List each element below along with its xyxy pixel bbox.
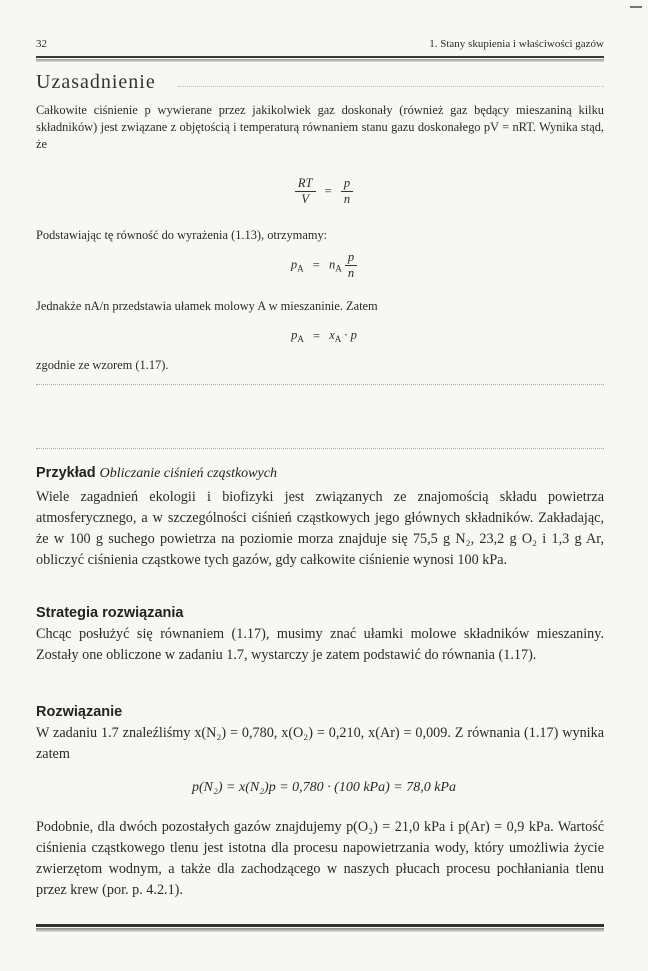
header-rule	[36, 56, 604, 58]
example-heading	[36, 465, 277, 482]
header-rule-shade	[36, 59, 604, 62]
footer-rule	[36, 924, 604, 927]
section-title-dots	[178, 86, 604, 87]
strategy-text: Chcąc posłużyć się równaniem (1.17), musimy znać ułamki molowe składników mieszaniny. Zostały one obliczone w zadaniu 1.7, wystarczy je zatem podstawić do równania (1.17).	[36, 626, 604, 663]
equation-rt-over-v	[0, 176, 648, 207]
footer-rule-shade	[36, 928, 604, 932]
equals-sign: =	[312, 258, 320, 272]
equals-sign: =	[324, 184, 332, 198]
eq-lhs: p	[291, 328, 298, 342]
eq-lhs-subscript: A	[297, 263, 304, 274]
equation-partial-pressure	[0, 250, 648, 281]
strategy-heading: Strategia rozwiązania	[36, 605, 184, 621]
substitution-text: Podstawiając tę równość do wyrażenia (1.13), otrzymamy:	[36, 228, 328, 242]
equation-mole-fraction	[0, 328, 648, 344]
page-number: 32	[36, 38, 47, 50]
section-title: Uzasadnienie	[36, 71, 156, 93]
section-end-dots	[36, 384, 604, 385]
corner-mark	[630, 6, 642, 8]
eq-rhs: n	[328, 257, 336, 272]
chapter-title: 1. Stany skupienia i właściwości gazów	[429, 38, 604, 50]
fraction-denominator: n	[347, 266, 355, 280]
eq-rhs-subscript: A	[334, 334, 342, 344]
fraction-rt-v	[295, 176, 316, 207]
example-start-dots	[36, 448, 604, 449]
justification-intro: Całkowite ciśnienie p wywierane przez jakikolwiek gaz doskonały (również gaz będący mieszaniną kilku składników) jest związane z objętością i temperaturą równaniem stanu gazu doskonałego pV = nRT. Wynika stąd, że	[36, 103, 604, 151]
eq-rhs-tail: · p	[344, 328, 357, 342]
fraction-denominator: n	[343, 192, 351, 206]
example-text: Wiele zagadnień ekologii i biofizyki jest związanych ze znajomością składu powietrza atmosferycznego, a w szczególności ciśnień cząstkowych jego głównych składników. Zakładając, że w 100 g suchego powietrza na poziomie morza znajduje się 75,5 g N₂, 23,2 g O₂ i 1,3 g Ar, obliczyć ciśnienia cząstkowe tych gazów, gdy całkowite ciśnienie wynosi 100 kPa.	[36, 489, 604, 568]
eq-rhs: x	[329, 328, 335, 342]
fraction-numerator: RT	[295, 176, 316, 192]
mole-fraction-text: Jednakże nA/n przedstawia ułamek molowy A w mieszaninie. Zatem	[36, 299, 378, 313]
example-label: Przykład	[36, 465, 96, 481]
eq-lhs-subscript: A	[297, 334, 304, 344]
eq-rhs-subscript: A	[335, 263, 342, 274]
solution-text: W zadaniu 1.7 znaleźliśmy x(N₂) = 0,780, x(O₂) = 0,210, x(Ar) = 0,009. Z równania (1.17) wynika zatem	[36, 725, 604, 762]
solution-heading: Rozwiązanie	[36, 704, 123, 720]
fraction-p-n	[341, 176, 353, 207]
fraction-denominator: V	[301, 192, 310, 206]
fraction-numerator: p	[341, 176, 353, 192]
running-header	[36, 38, 604, 54]
equation-nitrogen-pressure: p(N₂) = x(N₂)p = 0,780 · (100 kPa) = 78,0 kPa	[192, 780, 456, 795]
fraction-numerator: p	[345, 250, 357, 266]
fraction-p-n	[345, 250, 357, 281]
eq-lhs: p	[290, 257, 298, 272]
equals-sign: =	[313, 328, 321, 343]
example-title: Obliczanie ciśnień cząstkowych	[99, 466, 277, 481]
solution-final-text: Podobnie, dla dwóch pozostałych gazów znajdujemy p(O₂) = 21,0 kPa i p(Ar) = 0,9 kPa. Wartość ciśnienia cząstkowego tlenu jest istotna dla procesu napowietrzania wody, który umożliwia życie zwierzętom wodnym, a także dla zachodzącego w naszych płucach procesu pochłaniania tlenu przez krew (por. p. 4.2.1).	[36, 819, 604, 898]
conclusion-text: zgodnie ze wzorem (1.17).	[36, 358, 169, 372]
